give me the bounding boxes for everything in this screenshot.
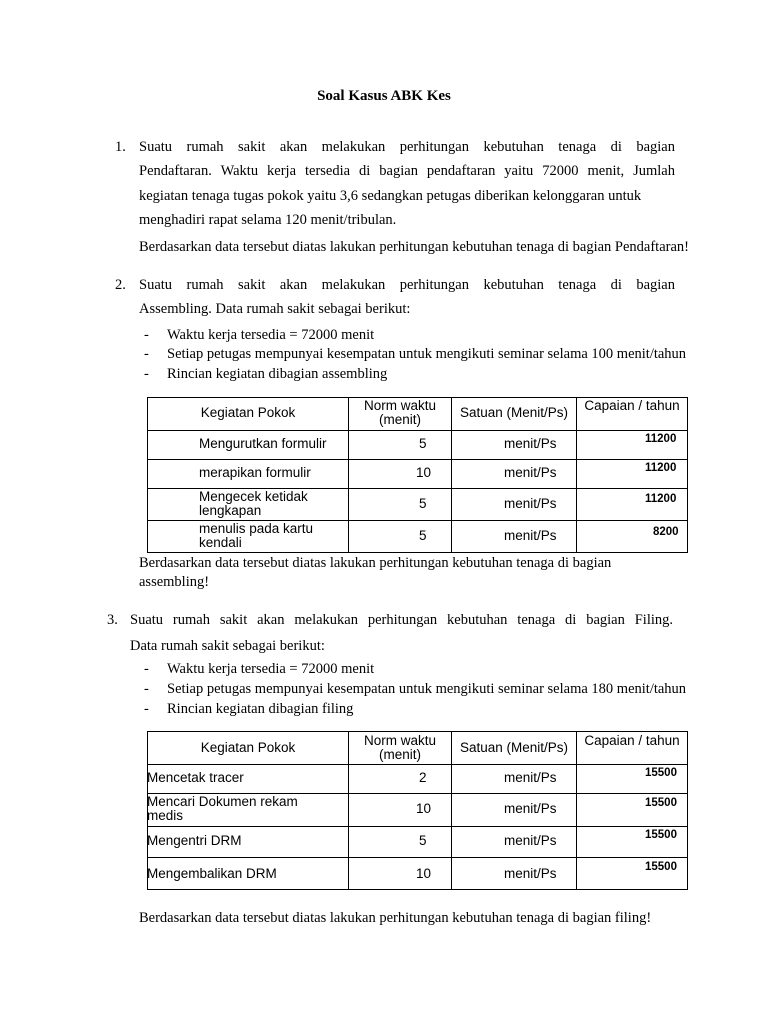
cell-kegiatan: Mencetak tracer bbox=[147, 770, 244, 785]
cell-kegiatan: Mencari Dokumen rekam medis bbox=[147, 794, 298, 823]
cell-kegiatan: Mengentri DRM bbox=[147, 833, 242, 848]
question-2-bullet-1-text: Waktu kerja tersedia = 72000 menit bbox=[167, 327, 375, 343]
cell-kegiatan: Mengurutkan formulir bbox=[199, 436, 327, 451]
question-3-line-1: Suatu rumah sakit akan melakukan perhitungan kebutuhan tenaga di bagian Filing. bbox=[130, 612, 673, 628]
cell-norm: 10 bbox=[416, 465, 432, 480]
cell-norm: 10 bbox=[416, 801, 432, 816]
cell-capaian: 8200 bbox=[653, 526, 679, 538]
cell-capaian: 11200 bbox=[645, 493, 677, 505]
bullet-marker: - bbox=[144, 346, 149, 362]
question-3-number: 3. bbox=[107, 612, 118, 628]
cell-capaian: 15500 bbox=[645, 797, 677, 809]
table-header-norm-waktu: Norm waktu (menit) bbox=[363, 733, 436, 762]
question-2-line-2: Assembling. Data rumah sakit sebagai berikut: bbox=[139, 301, 411, 317]
question-2-line-1: Suatu rumah sakit akan melakukan perhitungan kebutuhan tenaga di bagian bbox=[139, 277, 675, 293]
cell-kegiatan: merapikan formulir bbox=[199, 465, 311, 480]
cell-satuan: menit/Ps bbox=[504, 770, 557, 785]
cell-kegiatan: menulis pada kartu kendali bbox=[199, 521, 314, 550]
bullet-marker: - bbox=[144, 661, 149, 677]
cell-norm: 5 bbox=[419, 833, 427, 848]
question-3-line-2: Data rumah sakit sebagai berikut: bbox=[130, 638, 325, 654]
cell-capaian: 15500 bbox=[645, 861, 677, 873]
bullet-marker: - bbox=[144, 327, 149, 343]
table-header-satuan: Satuan (Menit/Ps) bbox=[459, 405, 569, 420]
question-1-line-3: kegiatan tenaga tugas pokok yaitu 3,6 sedangkan petugas diberikan kelonggaran untuk bbox=[139, 188, 642, 204]
cell-satuan: menit/Ps bbox=[504, 465, 557, 480]
bullet-marker: - bbox=[144, 701, 149, 717]
cell-capaian: 11200 bbox=[645, 462, 677, 474]
table-header-capaian: Capaian / tahun bbox=[584, 733, 680, 748]
cell-capaian: 15500 bbox=[645, 767, 677, 779]
cell-kegiatan: Mengembalikan DRM bbox=[147, 866, 277, 881]
cell-satuan: menit/Ps bbox=[504, 833, 557, 848]
table-header-kegiatan: Kegiatan Pokok bbox=[200, 405, 296, 420]
cell-satuan: menit/Ps bbox=[504, 801, 557, 816]
question-3-closing: Berdasarkan data tersebut diatas lakukan perhitungan kebutuhan tenaga di bagian filing! bbox=[139, 910, 652, 926]
cell-norm: 2 bbox=[419, 770, 427, 785]
question-2-closing-2: assembling! bbox=[139, 574, 210, 590]
cell-satuan: menit/Ps bbox=[504, 528, 557, 543]
question-1-line-1: Suatu rumah sakit akan melakukan perhitungan kebutuhan tenaga di bagian bbox=[139, 139, 675, 155]
cell-norm: 5 bbox=[419, 436, 427, 451]
question-1-number: 1. bbox=[115, 139, 126, 155]
cell-capaian: 15500 bbox=[645, 829, 677, 841]
cell-satuan: menit/Ps bbox=[504, 496, 557, 511]
bullet-marker: - bbox=[144, 366, 149, 382]
question-2-closing-1: Berdasarkan data tersebut diatas lakukan perhitungan kebutuhan tenaga di bagian bbox=[139, 555, 612, 571]
table-header-norm-waktu: Norm waktu (menit) bbox=[363, 398, 436, 427]
cell-norm: 5 bbox=[419, 528, 427, 543]
question-2-bullet-2-text: Setiap petugas mempunyai kesempatan untuk mengikuti seminar selama 100 menit/tahun bbox=[167, 346, 687, 362]
question-1-line-4: menghadiri rapat selama 120 menit/tribulan. bbox=[139, 212, 397, 228]
question-3-bullet-3-text: Rincian kegiatan dibagian filing bbox=[167, 701, 354, 717]
table-header-satuan: Satuan (Menit/Ps) bbox=[459, 740, 569, 755]
question-1-line-5: Berdasarkan data tersebut diatas lakukan perhitungan kebutuhan tenaga di bagian Pendaftaran! bbox=[139, 239, 689, 255]
page-title: Soal Kasus ABK Kes bbox=[317, 88, 451, 104]
table-header-kegiatan: Kegiatan Pokok bbox=[200, 740, 296, 755]
cell-satuan: menit/Ps bbox=[504, 866, 557, 881]
table-header-capaian: Capaian / tahun bbox=[584, 398, 680, 413]
question-1-line-2: Pendaftaran. Waktu kerja tersedia di bagian pendaftaran yaitu 72000 menit, Jumlah bbox=[139, 163, 675, 179]
cell-satuan: menit/Ps bbox=[504, 436, 557, 451]
question-3-bullet-2-text: Setiap petugas mempunyai kesempatan untuk mengikuti seminar selama 180 menit/tahun bbox=[167, 681, 687, 697]
cell-kegiatan: Mengecek ketidak lengkapan bbox=[199, 489, 308, 518]
cell-capaian: 11200 bbox=[645, 433, 677, 445]
cell-norm: 10 bbox=[416, 866, 432, 881]
bullet-marker: - bbox=[144, 681, 149, 697]
cell-norm: 5 bbox=[419, 496, 427, 511]
question-3-bullet-1-text: Waktu kerja tersedia = 72000 menit bbox=[167, 661, 375, 677]
question-2-number: 2. bbox=[115, 277, 126, 293]
question-2-bullet-3-text: Rincian kegiatan dibagian assembling bbox=[167, 366, 388, 382]
